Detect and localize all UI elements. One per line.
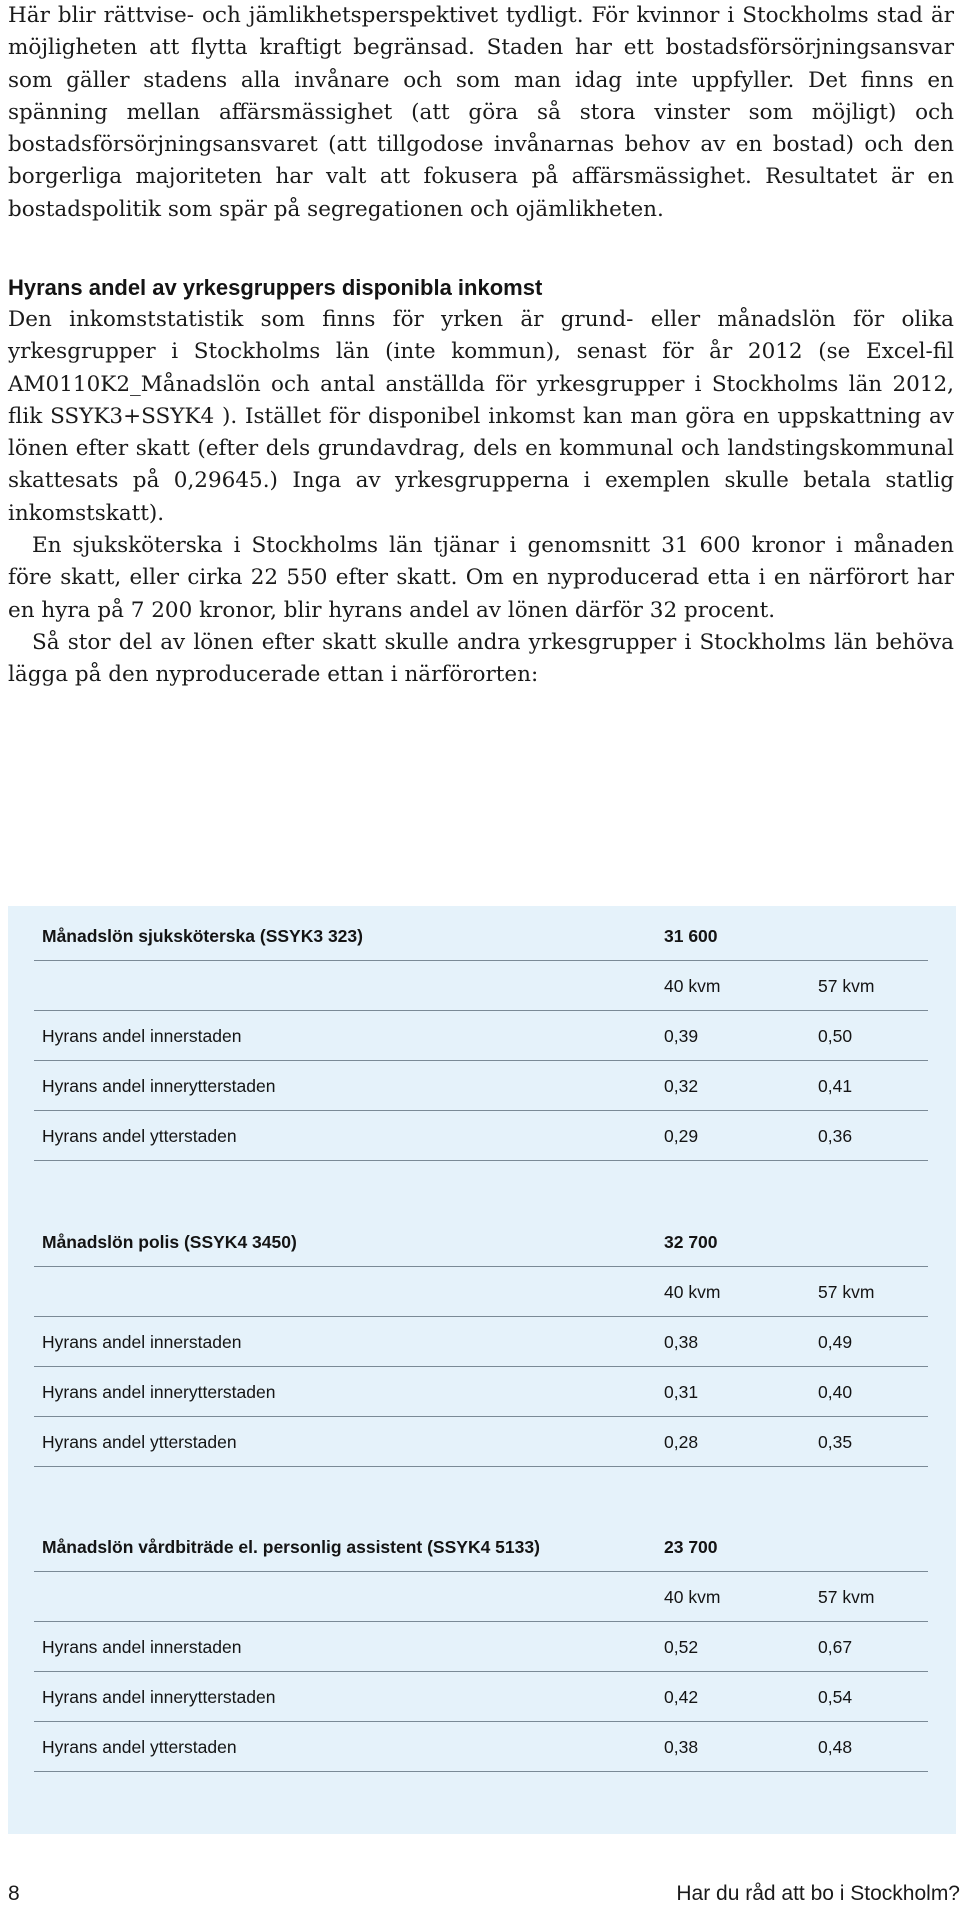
column-header-row [34, 1572, 928, 1622]
table-row [34, 1672, 928, 1722]
salary-value: 23 700 [664, 1537, 718, 1557]
value-57: 0,40 [818, 1382, 853, 1402]
table-title-row [34, 1522, 928, 1572]
salary-value: 31 600 [664, 926, 718, 946]
table-title: Månadslön vårdbiträde el. personlig assistent (SSYK4 5133) [42, 1537, 540, 1557]
value-57: 0,49 [818, 1332, 853, 1352]
row-label: Hyrans andel innerstaden [42, 1637, 242, 1657]
table-title-row [34, 911, 928, 961]
table-row [34, 1417, 928, 1467]
table-row [34, 1111, 928, 1161]
value-40: 0,31 [664, 1382, 699, 1402]
rent-share-tables [8, 906, 956, 1834]
value-40: 0,28 [664, 1432, 699, 1452]
row-label: Hyrans andel innerstaden [42, 1026, 242, 1046]
section-paragraph-2: En sjuksköterska i Stockholms län tjänar i genomsnitt 31 600 kronor i månaden före skatt, eller cirka 22 550 efter skatt. Om en nyproducerad etta i en närförort har en hyra på 7 200 kronor, blir hyrans andel av lönen därför 32 procent. [8, 533, 954, 623]
value-57: 0,35 [818, 1432, 853, 1452]
column-header-40: 40 kvm [664, 1282, 721, 1302]
column-header-40: 40 kvm [664, 976, 721, 996]
row-label: Hyrans andel innerytterstaden [42, 1382, 276, 1402]
salary-value: 32 700 [664, 1232, 718, 1252]
row-label: Hyrans andel ytterstaden [42, 1126, 237, 1146]
table-title: Månadslön sjuksköterska (SSYK3 323) [42, 926, 363, 946]
intro-text [8, 0, 954, 226]
value-40: 0,52 [664, 1637, 699, 1657]
section-paragraph-1: Den inkomststatistik som finns för yrken är grund- eller månadslön för olika yrkesgrupper i Stockholms län (inte kommun), senast för år 2012 (se Excel-fil AM0110K2_Månadslön och antal anställda för yrkesgrupper i Stockholms län 2012, flik SSYK3+SSYK4 ). Istället för disponibel inkomst kan man göra en uppskattning av lönen efter skatt (efter dels grundavdrag, dels en kommunal och landstingskommunal skattesats på 0,29645.) Inga av yrkesgrupperna i exemplen skulle betala statlig inkomstskatt). [8, 307, 954, 526]
row-label: Hyrans andel innerytterstaden [42, 1076, 276, 1096]
publication-title: Har du råd att bo i Stockholm? [676, 1882, 960, 1905]
page-number: 8 [8, 1882, 20, 1905]
table-care-assistant [34, 1522, 928, 1772]
value-57: 0,48 [818, 1737, 853, 1757]
value-40: 0,42 [664, 1687, 699, 1707]
table-title: Månadslön polis (SSYK4 3450) [42, 1232, 297, 1252]
row-label: Hyrans andel innerytterstaden [42, 1687, 276, 1707]
column-header-row [34, 1267, 928, 1317]
table-police [34, 1217, 928, 1467]
table-title-row [34, 1217, 928, 1267]
row-label: Hyrans andel ytterstaden [42, 1737, 237, 1757]
row-label: Hyrans andel innerstaden [42, 1332, 242, 1352]
value-40: 0,38 [664, 1737, 699, 1757]
value-57: 0,50 [818, 1026, 853, 1046]
income-share-section [8, 272, 954, 692]
table-row [34, 1011, 928, 1061]
page-footer [0, 1880, 960, 1910]
table-row [34, 1061, 928, 1111]
table-row [34, 1317, 928, 1367]
value-40: 0,39 [664, 1026, 699, 1046]
table-nurse [34, 911, 928, 1161]
column-header-57: 57 kvm [818, 1587, 875, 1607]
value-57: 0,41 [818, 1076, 853, 1096]
column-header-57: 57 kvm [818, 1282, 875, 1302]
value-57: 0,54 [818, 1687, 853, 1707]
section-paragraph-3: Så stor del av lönen efter skatt skulle andra yrkesgrupper i Stockholms län behöva lägga på den nyproducerade ettan i närförorten: [8, 629, 954, 688]
table-row [34, 1367, 928, 1417]
row-label: Hyrans andel ytterstaden [42, 1432, 237, 1452]
value-40: 0,32 [664, 1076, 699, 1096]
table-row [34, 1722, 928, 1772]
value-57: 0,67 [818, 1637, 853, 1657]
value-40: 0,38 [664, 1332, 699, 1352]
intro-paragraph: Här blir rättvise- och jämlikhetsperspektivet tydligt. För kvinnor i Stockholms stad är möjligheten att flytta kraftigt begränsad. Staden har ett bostadsförsörjningsansvar som gäller stadens alla invånare och som man idag inte uppfyller. Det finns en spänning mellan affärsmässighet (att göra så stora vinster som möjligt) och bostadsförsörjningsansvaret (att tillgodose invånarnas behov av en bostad) och den borgerliga majoriteten har valt att fokusera på affärsmässighet. Resultatet är en bostadspolitik som spär på segregationen och ojämlikheten. [8, 3, 954, 222]
section-heading: Hyrans andel av yrkesgruppers disponibla inkomst [8, 275, 543, 300]
table-row [34, 1622, 928, 1672]
value-57: 0,36 [818, 1126, 853, 1146]
value-40: 0,29 [664, 1126, 699, 1146]
column-header-40: 40 kvm [664, 1587, 721, 1607]
column-header-row [34, 961, 928, 1011]
column-header-57: 57 kvm [818, 976, 875, 996]
